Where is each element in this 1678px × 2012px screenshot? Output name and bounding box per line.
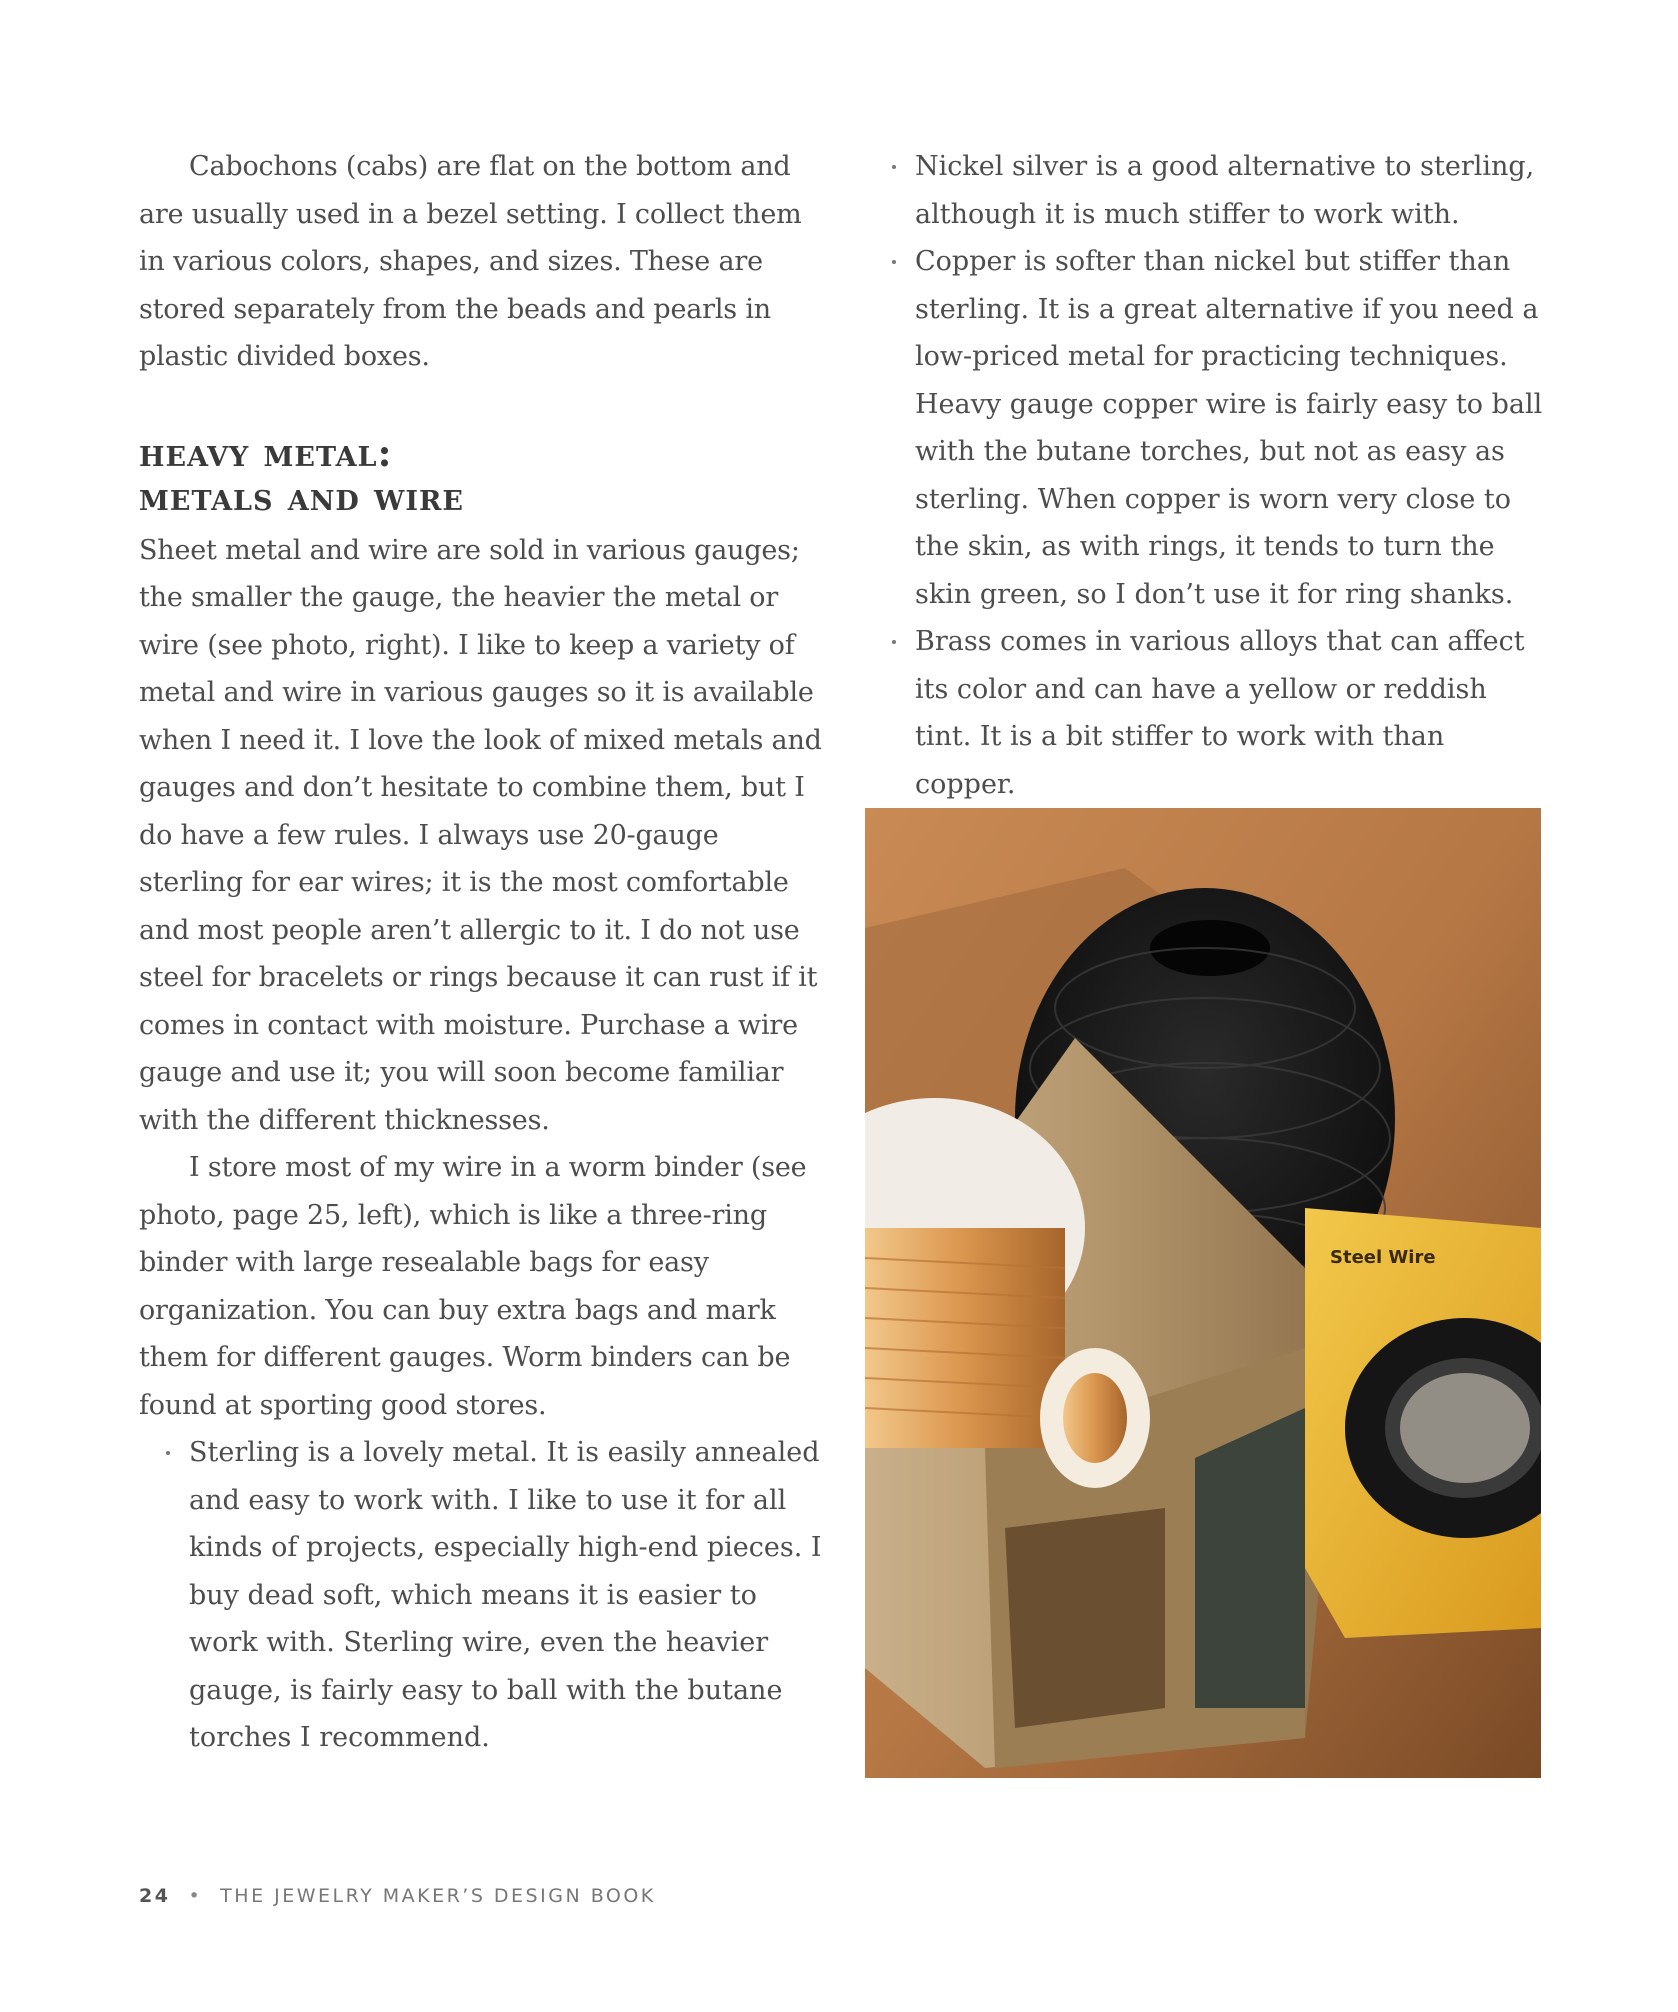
bullet-copper: Copper is softer than nickel but stiffer than sterling. It is a great alternative if you need a low-priced metal for practicing techniques. Heavy gauge copper wire is fairly easy to ball with the butane torches, but not as easy as sterling. When copper is worn very close to the skin, as with rings, it tends to turn the skin green, so I don’t use it for ring shanks.	[890, 238, 1550, 618]
worm-binder-paragraph: I store most of my wire in a worm binder (see photo, page 25, left), which is like a three-ring binder with large resealable bags for easy organization. You can buy extra bags and mark them for different gauges. Worm binders can be found at sporting good stores.	[139, 1152, 807, 1421]
sheet-metal-paragraph: Sheet metal and wire are sold in various gauges; the smaller the gauge, the heavier the metal or wire (see photo, right). I like to keep a variety of metal and wire in various gauges so it is available when I need it. I love the look of mixed metals and gauges and don’t hesitate to combine them, but I do have a few rules. I always use 20-gauge sterling for ear wires; it is the most comfortable and most people aren’t allergic to it. I do not use steel for bracelets or rings because it can rust if it comes in contact with moisture. Purchase a wire gauge and use it; you will soon become familiar with the different thicknesses.	[139, 534, 822, 1136]
package-label: Steel Wire	[1330, 1247, 1436, 1268]
page-number: 24	[139, 1885, 171, 1907]
bullet-sterling: Sterling is a lovely metal. It is easily annealed and easy to work with. I like to use it for all kinds of projects, especially high-end pieces. I buy dead soft, which means it is easier to work with. Sterling wire, even the heavier gauge, is fairly easy to ball with the butane torches I recommend.	[164, 1429, 829, 1762]
bullet-brass: Brass comes in various alloys that can affect its color and can have a yellow or reddish tint. It is a bit stiffer to work with than copper.	[890, 618, 1550, 808]
left-column	[139, 143, 829, 1762]
right-column	[890, 143, 1550, 808]
page-footer	[139, 1885, 656, 1907]
book-title: THE JEWELRY MAKER’S DESIGN BOOK	[220, 1885, 656, 1907]
right-bullet-list	[890, 143, 1550, 808]
section-heading	[139, 431, 829, 519]
left-bullet-list	[164, 1429, 829, 1762]
footer-separator-dot: •	[188, 1885, 203, 1907]
copper-wire-spool	[865, 1228, 1065, 1448]
wire-spools-photo	[865, 808, 1541, 1778]
cabochons-paragraph: Cabochons (cabs) are flat on the bottom and are usually used in a bezel setting. I collect them in various colors, shapes, and sizes. These are stored separately from the beads and pearls in plastic divided boxes.	[139, 151, 802, 372]
bullet-nickel-silver: Nickel silver is a good alternative to sterling, although it is much stiffer to work with.	[890, 143, 1550, 238]
heading-line-1: heavy metal:	[139, 429, 393, 475]
heading-line-2: metals and wire	[139, 473, 464, 519]
